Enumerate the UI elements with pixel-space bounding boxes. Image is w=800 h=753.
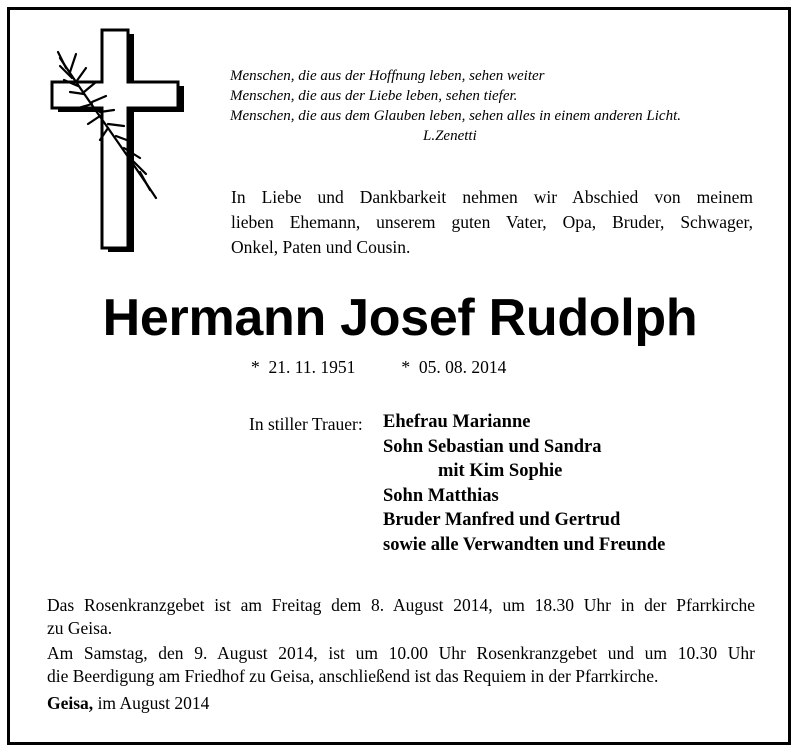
footer-place: Geisa,: [47, 693, 94, 713]
quote-line: Menschen, die aus der Hoffnung leben, sehen weiter: [230, 68, 545, 84]
mourners-list: [383, 410, 665, 557]
place-date-footer: [47, 692, 209, 715]
mourner-entry: mit Kim Sophie: [438, 461, 563, 481]
mourner-entry: Ehefrau Marianne: [383, 412, 531, 432]
notice-line: Das Rosenkranzgebet ist am Freitag dem 8. August 2014, um 18.30 Uhr in der Pfarrkirche: [47, 595, 755, 615]
mourners-label: In stiller Trauer:: [249, 414, 363, 434]
farewell-text: [231, 185, 753, 260]
intro-line: Onkel, Paten und Cousin.: [231, 237, 411, 257]
notice-line: zu Geisa.: [47, 618, 113, 638]
opening-quote: [230, 66, 770, 146]
birth-date: * 21. 11. 1951: [251, 357, 356, 377]
quote-line: Menschen, die aus der Liebe leben, sehen tiefer.: [230, 88, 518, 104]
deceased-name: Hermann Josef Rudolph: [102, 289, 698, 347]
mourner-entry: Sohn Sebastian und Sandra: [383, 436, 602, 457]
footer-date: im August 2014: [97, 693, 210, 713]
rosary-notice: [47, 594, 755, 640]
notice-line: die Beerdigung am Friedhof zu Geisa, anschließend ist das Requiem in der Pfarrkirche.: [47, 666, 659, 686]
death-date: * 05. 08. 2014: [401, 357, 507, 377]
life-dates: [251, 356, 506, 378]
mourner-entry: sowie alle Verwandten und Freunde: [383, 534, 666, 555]
quote-line: Menschen, die aus dem Glauben leben, sehen alles in einem anderen Licht.: [230, 108, 681, 124]
mourner-entry: Bruder Manfred und Gertrud: [383, 510, 621, 530]
notice-line: Am Samstag, den 9. August 2014, ist um 10.00 Uhr Rosenkranzgebet und um 10.30 Uhr: [47, 643, 755, 663]
intro-line: lieben Ehemann, unserem guten Vater, Opa, Bruder, Schwager,: [231, 212, 753, 232]
mourner-entry: Sohn Matthias: [383, 485, 499, 506]
intro-line: In Liebe und Dankbarkeit nehmen wir Abschied von meinem: [231, 187, 753, 207]
cross-with-palm-branch-icon: [46, 28, 196, 258]
quote-author: L.Zenetti: [423, 128, 477, 144]
funeral-notice: [47, 642, 755, 688]
